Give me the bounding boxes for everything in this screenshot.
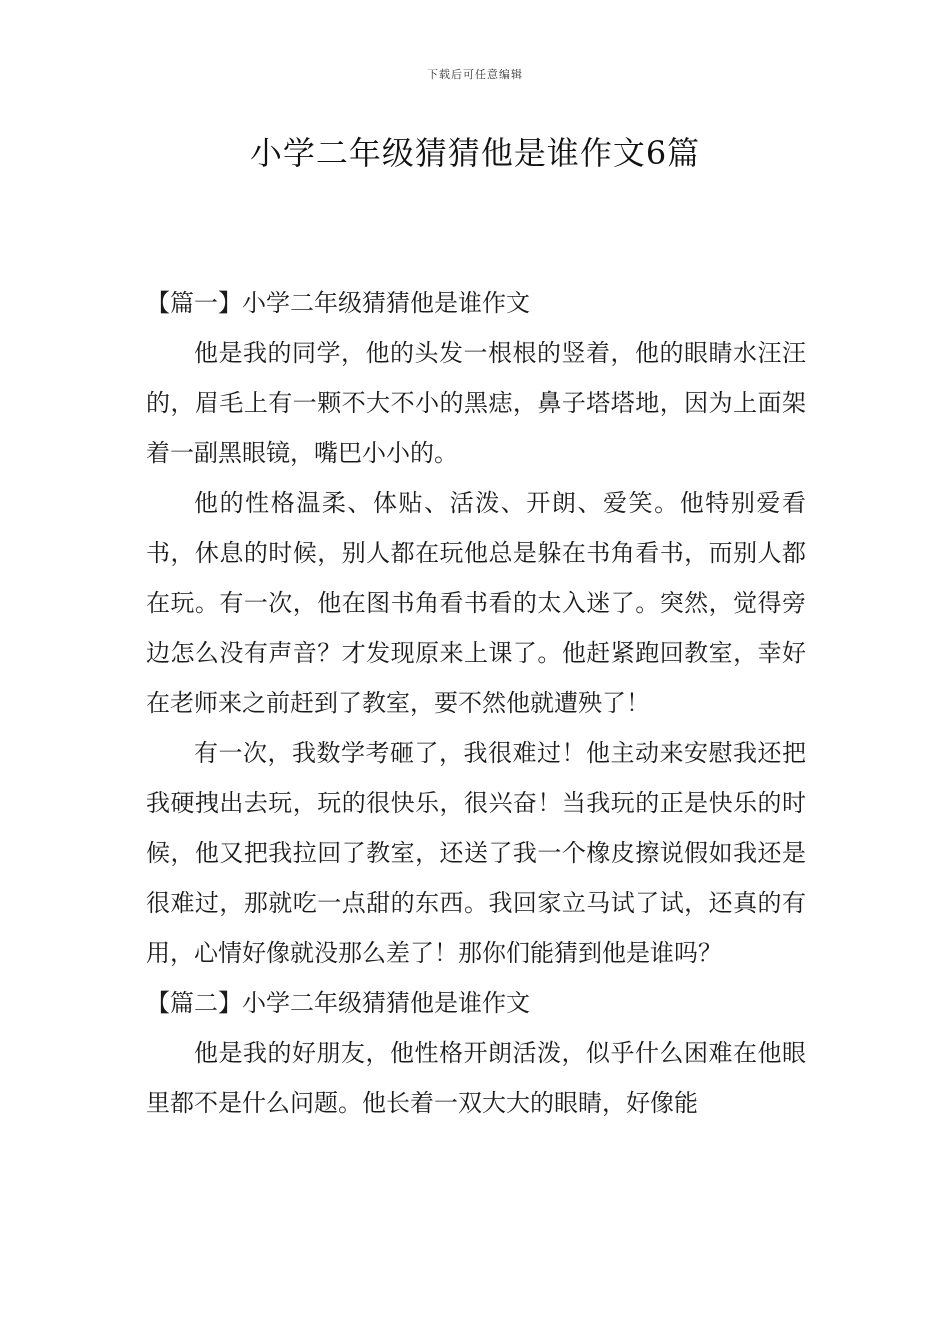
paragraph: 他的性格温柔、体贴、活泼、开朗、爱笑。他特别爱看书，休息的时候，别人都在玩他总是躲在书角看书，而别人都在玩。有一次，他在图书角看书看的太入迷了。突然，觉得旁边怎么没有声音？才发现原来上课了。他赶紧跑回教室，幸好在老师来之前赶到了教室，要不然他就遭殃了！ [146,489,806,717]
paragraph: 他是我的好朋友，他性格开朗活泼，似乎什么困难在他眼里都不是什么问题。他长着一双大大的眼睛，好像能 [146,1039,806,1117]
header-note: 下载后可任意编辑 [427,68,523,81]
paragraph: 有一次，我数学考砸了，我很难过！他主动来安慰我还把我硬拽出去玩，玩的很快乐，很兴奋！当我玩的正是快乐的时候，他又把我拉回了教室，还送了我一个橡皮擦说假如我还是很难过，那就吃一点甜的东西。我回家立马试了试，还真的有用，心情好像就没那么差了！那你们能猜到他是谁吗？ [146,739,806,967]
section-heading: 【篇一】小学二年级猜猜他是谁作文 [146,289,530,317]
document-body [146,278,806,1128]
document-title: 小学二年级猜猜他是谁作文6篇 [249,134,701,172]
paragraph: 他是我的同学，他的头发一根根的竖着，他的眼睛水汪汪的，眉毛上有一颗不大不小的黑痣，鼻子塔塔地，因为上面架着一副黑眼镜，嘴巴小小的。 [146,339,806,467]
section-heading: 【篇二】小学二年级猜猜他是谁作文 [146,989,530,1017]
